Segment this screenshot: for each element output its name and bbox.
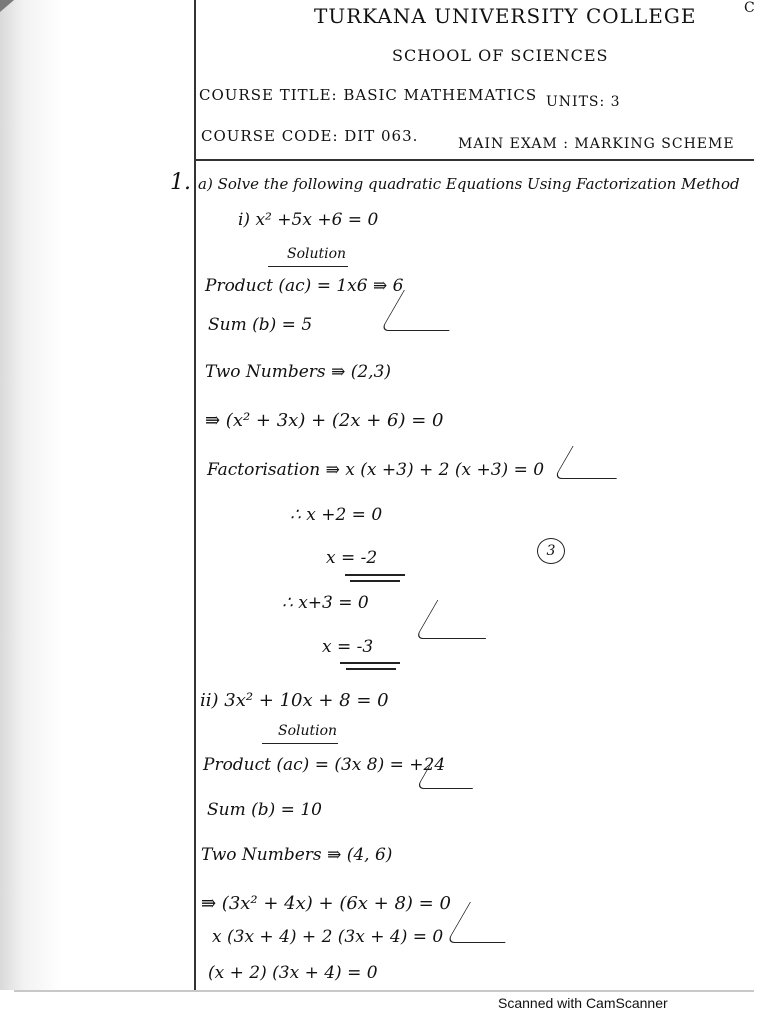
solution-heading-i: Solution [287,246,347,262]
course-title: COURSE TITLE: BASIC MATHEMATICS [199,86,538,104]
root-1-i: x = -2 [326,548,378,568]
double-underline [340,662,400,664]
corner-mark: C [744,0,756,16]
school-name: SCHOOL OF SCIENCES [392,46,609,65]
college-name: TURKANA UNIVERSITY COLLEGE [314,4,697,28]
header-rule [194,159,754,161]
factorisation-line-ii: x (3x + 4) + 2 (3x + 4) = 0 [212,927,444,947]
double-underline [350,580,400,582]
check-mark [415,600,509,639]
check-mark [553,446,635,479]
two-numbers-i: Two Numbers ⇛ (2,3) [205,362,392,382]
solution-heading-ii: Solution [278,723,338,739]
exam-type: MAIN EXAM : MARKING SCHEME [458,136,735,152]
double-underline [345,574,405,576]
root-2-i: x = -3 [322,637,374,657]
marks-circle: 3 [537,538,565,564]
check-mark [446,902,529,943]
question-part-a: a) Solve the following quadratic Equations Using Factorization Method [198,175,740,193]
factorisation-line-i: Factorisation ⇛ x (x +3) + 2 (x +3) = 0 [207,460,545,480]
camscanner-watermark: Scanned with CamScanner [498,995,668,1011]
solution-underline-i [268,266,348,267]
double-underline [346,668,396,670]
root-eq-2-i: ∴ x+3 = 0 [282,593,369,613]
page-corner-shadow [0,0,14,12]
root-eq-1-i: ∴ x +2 = 0 [290,505,383,525]
check-mark [380,290,473,331]
factored-form-ii: (x + 2) (3x + 4) = 0 [208,963,378,983]
sub-question-i: i) x² +5x +6 = 0 [238,210,379,230]
sum-line-i: Sum (b) = 5 [208,315,313,335]
course-code: COURSE CODE: DIT 063. [201,127,419,145]
sub-question-ii: ii) 3x² + 10x + 8 = 0 [200,690,389,711]
product-line-ii: Product (ac) = (3x 8) = +24 [203,755,446,775]
sum-line-ii: Sum (b) = 10 [207,800,322,820]
course-units: UNITS: 3 [546,94,621,110]
two-numbers-ii: Two Numbers ⇛ (4, 6) [201,845,393,865]
solution-underline-ii [262,743,338,744]
grouping-line-ii: ⇛ (3x² + 4x) + (6x + 8) = 0 [201,893,451,914]
question-number: 1. [170,170,191,195]
page-bottom-edge [14,990,754,992]
margin-line [194,0,196,990]
grouping-line-i: ⇛ (x² + 3x) + (2x + 6) = 0 [205,410,444,431]
product-line-i: Product (ac) = 1x6 ⇛ 6 [205,276,404,296]
